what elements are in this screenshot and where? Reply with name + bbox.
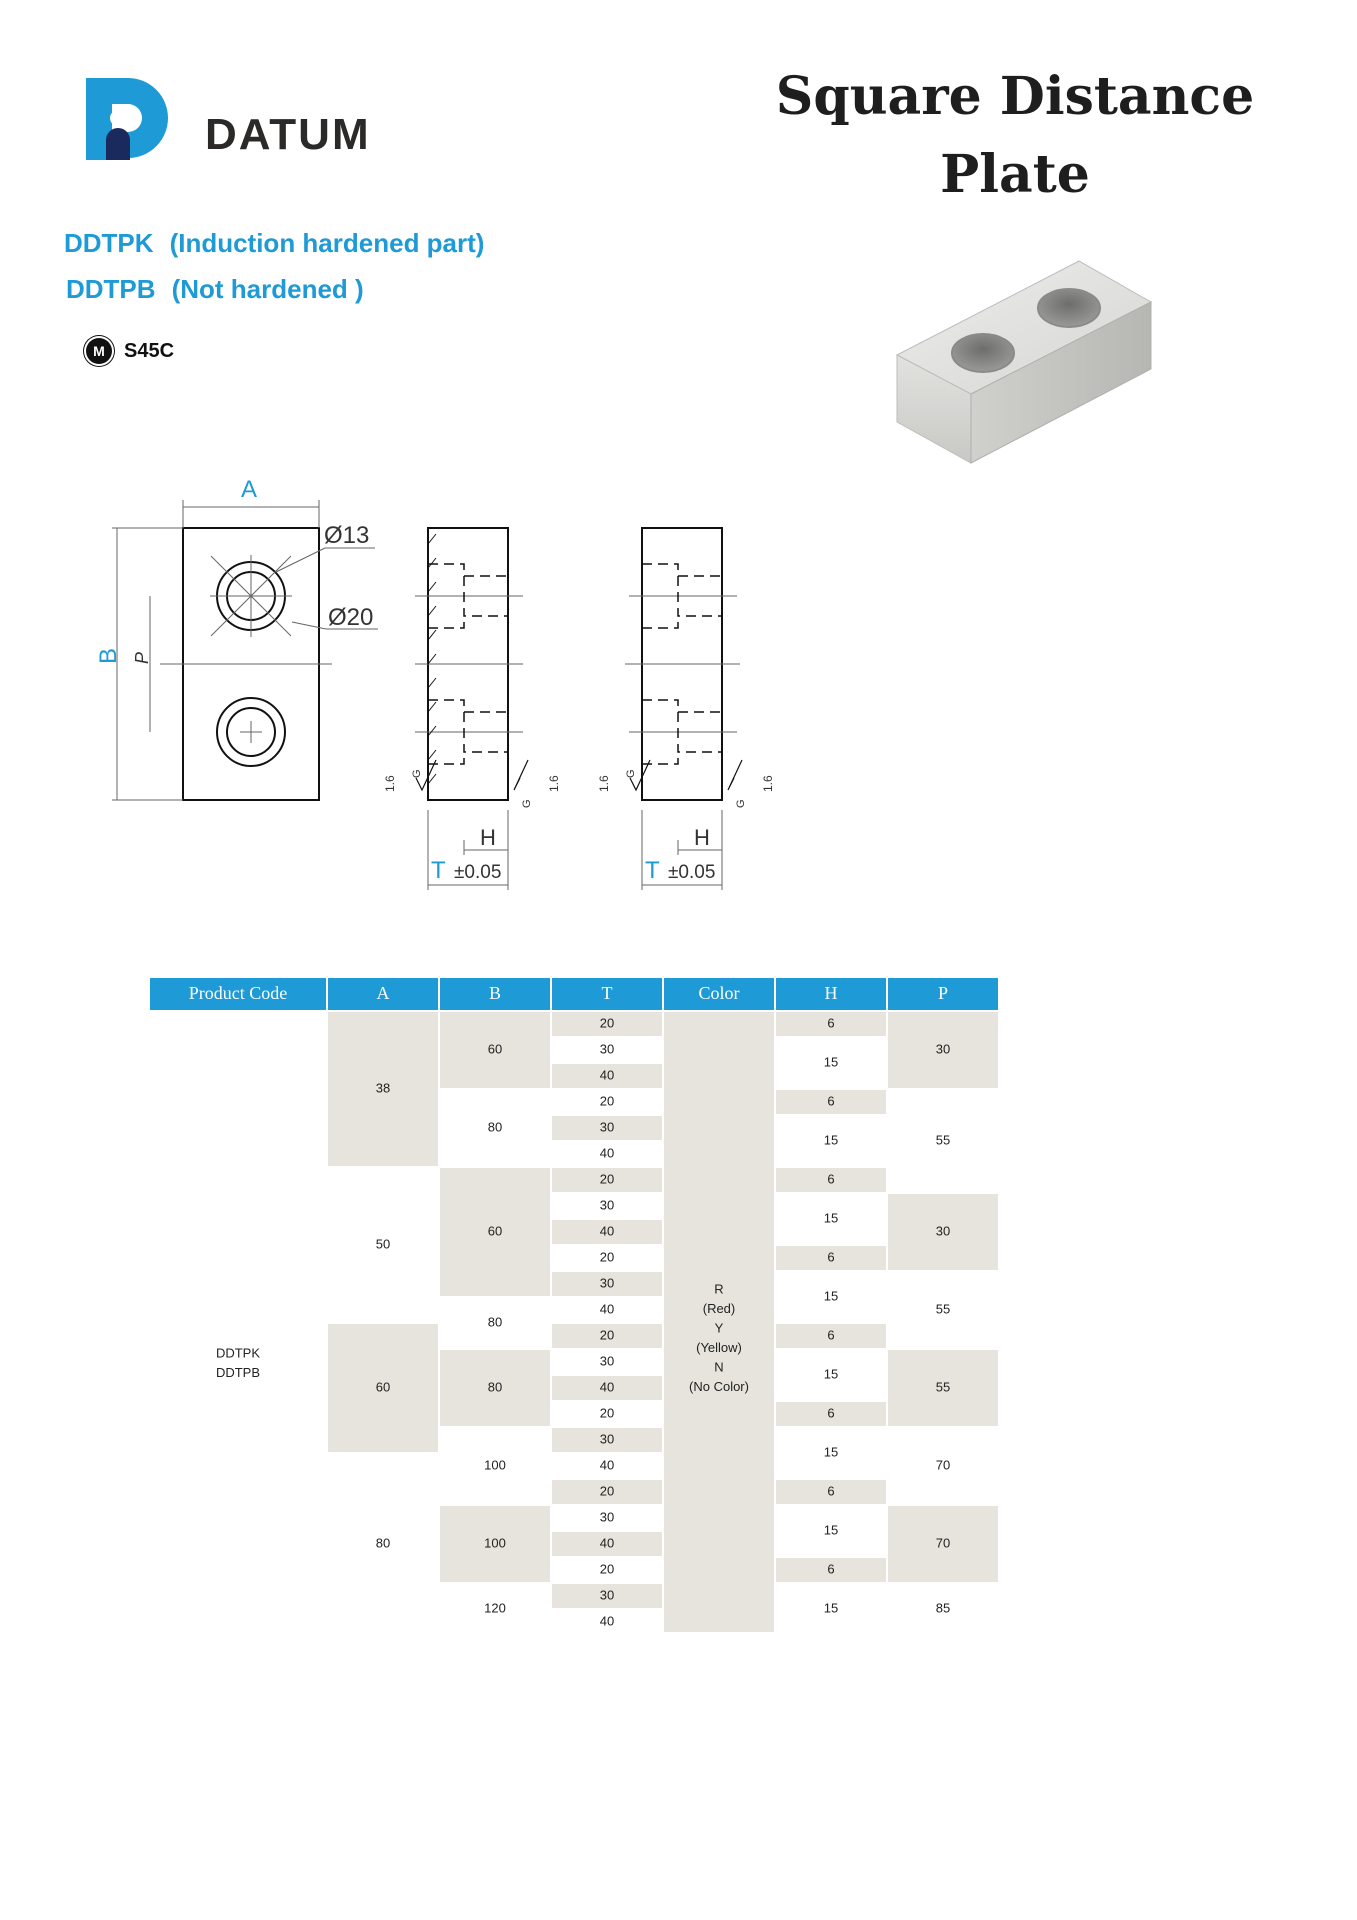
table-cell-T: 20: [599, 1171, 615, 1187]
dim-label-H: H: [480, 825, 496, 850]
table-cell-H: 6: [827, 1483, 835, 1499]
table-cell-P: 70: [935, 1457, 951, 1473]
table-cell-B: 80: [487, 1314, 503, 1330]
table-cell-P: 30: [935, 1041, 951, 1057]
table-cell-H: 6: [827, 1093, 835, 1109]
table-cell-T: 40: [599, 1457, 615, 1473]
table-cell-H: 6: [827, 1327, 835, 1343]
table-cell-H: 15: [823, 1288, 839, 1304]
table-header-label: H: [824, 983, 838, 1004]
material-spec: [86, 338, 174, 364]
table-cell-P: 85: [935, 1600, 951, 1616]
table-cell-H: 15: [823, 1600, 839, 1616]
table-cell-H: 15: [823, 1210, 839, 1226]
table-cell-T: 40: [599, 1067, 615, 1083]
table-cell-H: 6: [827, 1405, 835, 1421]
table-cell-H: 6: [827, 1015, 835, 1031]
table-cell-P: 55: [935, 1132, 951, 1148]
table-cell-B: 120: [484, 1600, 506, 1616]
dim-label-P: P: [132, 651, 152, 664]
table-header-label: T: [601, 983, 613, 1004]
table-cell-A: 38: [375, 1080, 391, 1096]
roughness-label: 1.6: [383, 775, 397, 792]
table-cell-product-code: DDTPB: [215, 1364, 261, 1380]
table-cell-T: 20: [599, 1561, 615, 1577]
grind-label: G: [521, 799, 533, 808]
table-cell-T: 20: [599, 1015, 615, 1031]
table-cell-A: 80: [375, 1535, 391, 1551]
variant-description: (Not hardened ): [171, 274, 364, 304]
page-title-line1: Square Distance: [775, 66, 1255, 127]
roughness-label: 1.6: [597, 775, 611, 792]
table-cell-B: 80: [487, 1379, 503, 1395]
variant-code: DDTPK: [64, 228, 154, 258]
table-cell-color: (No Color): [689, 1378, 749, 1394]
table-cell-T: 20: [599, 1327, 615, 1343]
datum-logo-icon: [82, 74, 172, 164]
table-cell-B: 60: [487, 1223, 503, 1239]
dim-label-T: T: [645, 857, 660, 884]
product-photo: [880, 250, 1170, 470]
table-cell-H: 6: [827, 1249, 835, 1265]
table-cell-H: 15: [823, 1444, 839, 1460]
table-cell-T: 30: [599, 1431, 615, 1447]
table-cell-B: 100: [484, 1457, 506, 1473]
dim-label-A: A: [241, 476, 258, 503]
table-cell-B: 80: [487, 1119, 503, 1135]
table-cell-color: (Yellow): [696, 1339, 742, 1355]
variant-description: (Induction hardened part): [169, 228, 485, 258]
technical-drawing: [80, 460, 780, 910]
table-cell-color: Y: [714, 1320, 724, 1336]
table-cell-H: 15: [823, 1054, 839, 1070]
table-cell-T: 40: [599, 1301, 615, 1317]
table-cell-T: 20: [599, 1249, 615, 1265]
table-cell-T: 30: [599, 1275, 615, 1291]
table-cell-T: 20: [599, 1483, 615, 1499]
table-cell-B: 60: [487, 1041, 503, 1057]
dim-label-T: T: [431, 857, 446, 884]
table-cell-A: 50: [375, 1236, 391, 1252]
table-cell-P: 55: [935, 1301, 951, 1317]
spec-table: [150, 978, 999, 1632]
roughness-label: 1.6: [761, 775, 775, 792]
table-cell-T: 30: [599, 1353, 615, 1369]
table-header-label: Product Code: [188, 983, 288, 1004]
table-cell-P: 30: [935, 1223, 951, 1239]
table-cell-H: 6: [827, 1561, 835, 1577]
grind-label: G: [411, 769, 423, 778]
table-cell-T: 40: [599, 1535, 615, 1551]
table-cell-color: (Red): [702, 1300, 736, 1316]
table-cell-T: 30: [599, 1041, 615, 1057]
material-icon: M: [86, 338, 112, 364]
table-header-label: B: [488, 983, 502, 1004]
page-title: [770, 58, 1260, 214]
table-cell-A: 60: [375, 1379, 391, 1395]
table-cell-T: 20: [599, 1093, 615, 1109]
table-cell-B: 100: [484, 1535, 506, 1551]
grind-label: G: [625, 769, 637, 778]
table-header-label: Color: [698, 983, 740, 1004]
dim-dia-20: Ø20: [328, 604, 374, 631]
roughness-label: 1.6: [547, 775, 561, 792]
table-cell-product-code: DDTPK: [215, 1345, 261, 1361]
table-cell-H: 15: [823, 1366, 839, 1382]
table-cell-T: 30: [599, 1119, 615, 1135]
dim-dia-13: Ø13: [324, 522, 370, 549]
table-header-label: P: [937, 983, 949, 1004]
table-cell-T: 40: [599, 1145, 615, 1161]
dim-label-B: B: [95, 647, 122, 664]
table-cell-P: 70: [935, 1535, 951, 1551]
tolerance-label: ±0.05: [454, 862, 502, 883]
page-title-line2: Plate: [940, 144, 1090, 205]
grind-label: G: [735, 799, 747, 808]
table-cell-H: 15: [823, 1132, 839, 1148]
table-cell-T: 40: [599, 1223, 615, 1239]
brand-name: DATUM: [205, 110, 371, 159]
table-cell-color: N: [714, 1359, 724, 1375]
table-cell-T: 30: [599, 1587, 615, 1603]
table-cell-T: 30: [599, 1509, 615, 1525]
table-cell-T: 30: [599, 1197, 615, 1213]
table-cell-H: 15: [823, 1522, 839, 1538]
dim-label-H: H: [694, 825, 710, 850]
table-cell-T: 40: [599, 1379, 615, 1395]
variant-ddtpk: [64, 228, 484, 259]
table-header-label: A: [376, 983, 390, 1004]
material-name: S45C: [124, 339, 175, 362]
tolerance-label: ±0.05: [668, 862, 716, 883]
table-cell-color: R: [714, 1281, 724, 1297]
table-cell-H: 6: [827, 1171, 835, 1187]
table-cell-T: 20: [599, 1405, 615, 1421]
table-cell-T: 40: [599, 1613, 615, 1629]
table-cell-P: 55: [935, 1379, 951, 1395]
variant-code: DDTPB: [66, 274, 156, 304]
variant-ddtpb: [66, 274, 364, 305]
